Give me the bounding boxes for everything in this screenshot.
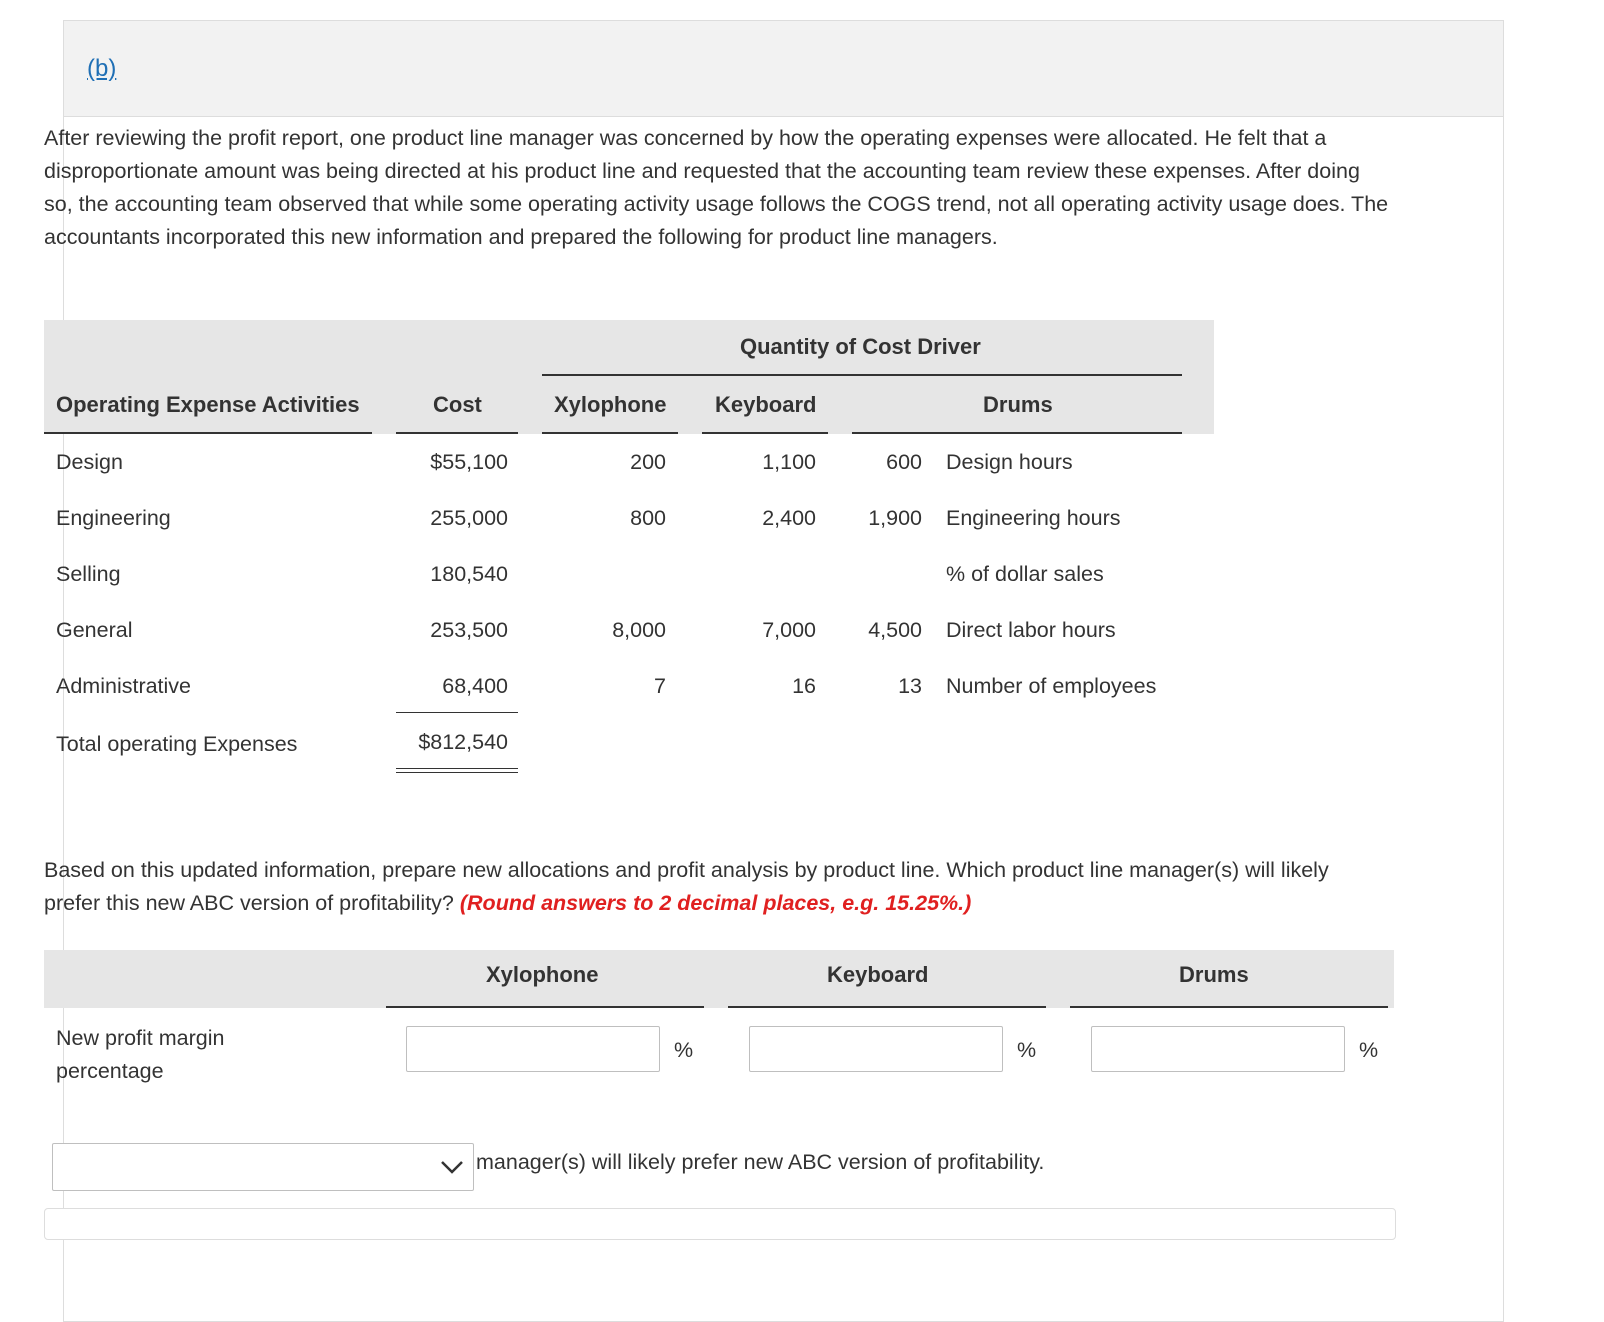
header-rule-drums	[852, 432, 1182, 434]
drums-margin-input[interactable]	[1091, 1026, 1345, 1072]
total-label: Total operating Expenses	[56, 732, 298, 756]
header-rule-keyboard	[702, 432, 828, 434]
header-rule-xylophone	[542, 432, 678, 434]
rounding-instruction: (Round answers to 2 decimal places, e.g. 15.25%.)	[459, 891, 972, 915]
row-drums: 600	[886, 450, 922, 474]
intro-paragraph: After reviewing the profit report, one product line manager was concerned by how the operating expenses were allocated. He felt that a disproportionate amount was being directed at his product line and requested that the accounting team review these expenses. After doing so, the accounting team observed that while some operating activity usage follows the COGS trend, not all operating activity usage does. The accountants incorporated this new information and prepared the following for product line managers.	[44, 126, 1389, 249]
chevron-down-icon	[439, 1156, 465, 1178]
header-cost: Cost	[433, 392, 482, 417]
row-cost: 180,540	[430, 562, 508, 586]
row-xylophone: 200	[630, 450, 666, 474]
new-profit-margin-label: New profit margin percentage	[56, 1026, 225, 1083]
total-double-rule-bottom	[396, 772, 518, 773]
row-keyboard: 1,100	[762, 450, 816, 474]
row-drums: 1,900	[868, 506, 922, 530]
question-text: Based on this updated information, prepare new allocations and profit analysis by product line. Which product line manager(s) will likely prefer this new ABC version of profitability?	[44, 858, 1329, 915]
row-keyboard: 2,400	[762, 506, 816, 530]
row-driver: Engineering hours	[946, 506, 1121, 530]
row-keyboard: 7,000	[762, 618, 816, 642]
total-double-rule-top	[396, 768, 518, 769]
header-xylophone: Xylophone	[554, 392, 667, 417]
row-activity: Engineering	[56, 506, 171, 530]
answer-header-rule-drums	[1070, 1006, 1388, 1008]
xylophone-percent-unit: %	[674, 1038, 694, 1062]
row-drums: 13	[898, 674, 922, 698]
keyboard-margin-input[interactable]	[749, 1026, 1003, 1072]
manager-select-dropdown[interactable]	[52, 1143, 474, 1191]
header-activities: Operating Expense Activities	[56, 392, 360, 417]
xylophone-margin-input[interactable]	[406, 1026, 660, 1072]
header-keyboard: Keyboard	[715, 392, 817, 417]
answer-header-keyboard: Keyboard	[827, 962, 929, 987]
row-driver: Design hours	[946, 450, 1073, 474]
row-xylophone: 7	[654, 674, 666, 698]
group-header-rule	[542, 374, 1182, 376]
keyboard-percent-unit: %	[1017, 1038, 1037, 1062]
row-activity: Design	[56, 450, 123, 474]
row-keyboard: 16	[792, 674, 816, 698]
row-cost: 253,500	[430, 618, 508, 642]
row-cost: 68,400	[442, 674, 508, 698]
quantity-of-cost-driver-header: Quantity of Cost Driver	[740, 334, 981, 359]
answer-header-drums: Drums	[1179, 962, 1249, 987]
row-cost: 255,000	[430, 506, 508, 530]
total-value: $812,540	[418, 730, 508, 754]
row-xylophone: 8,000	[612, 618, 666, 642]
row-activity: Administrative	[56, 674, 192, 698]
row-driver: Direct labor hours	[946, 618, 1116, 642]
row-driver: % of dollar sales	[946, 562, 1104, 586]
part-b-link[interactable]: (b)	[87, 55, 117, 82]
answer-header-rule-keyboard	[728, 1006, 1046, 1008]
question-part-header	[64, 21, 1503, 117]
row-activity: General	[56, 618, 133, 642]
row-activity: Selling	[56, 562, 121, 586]
row-xylophone: 800	[630, 506, 666, 530]
next-section-box	[44, 1208, 1396, 1240]
subtotal-rule	[396, 712, 518, 713]
row-drums: 4,500	[868, 618, 922, 642]
drums-percent-unit: %	[1359, 1038, 1379, 1062]
answer-header-rule-xylophone	[386, 1006, 704, 1008]
header-rule-cost	[396, 432, 518, 434]
manager-select-suffix: manager(s) will likely prefer new ABC version of profitability.	[476, 1150, 1045, 1174]
row-driver: Number of employees	[946, 674, 1157, 698]
row-cost: $55,100	[430, 450, 508, 474]
question-paragraph	[44, 854, 1389, 920]
header-drums: Drums	[983, 392, 1053, 417]
answer-header-xylophone: Xylophone	[486, 962, 599, 987]
header-rule-activities	[44, 432, 372, 434]
